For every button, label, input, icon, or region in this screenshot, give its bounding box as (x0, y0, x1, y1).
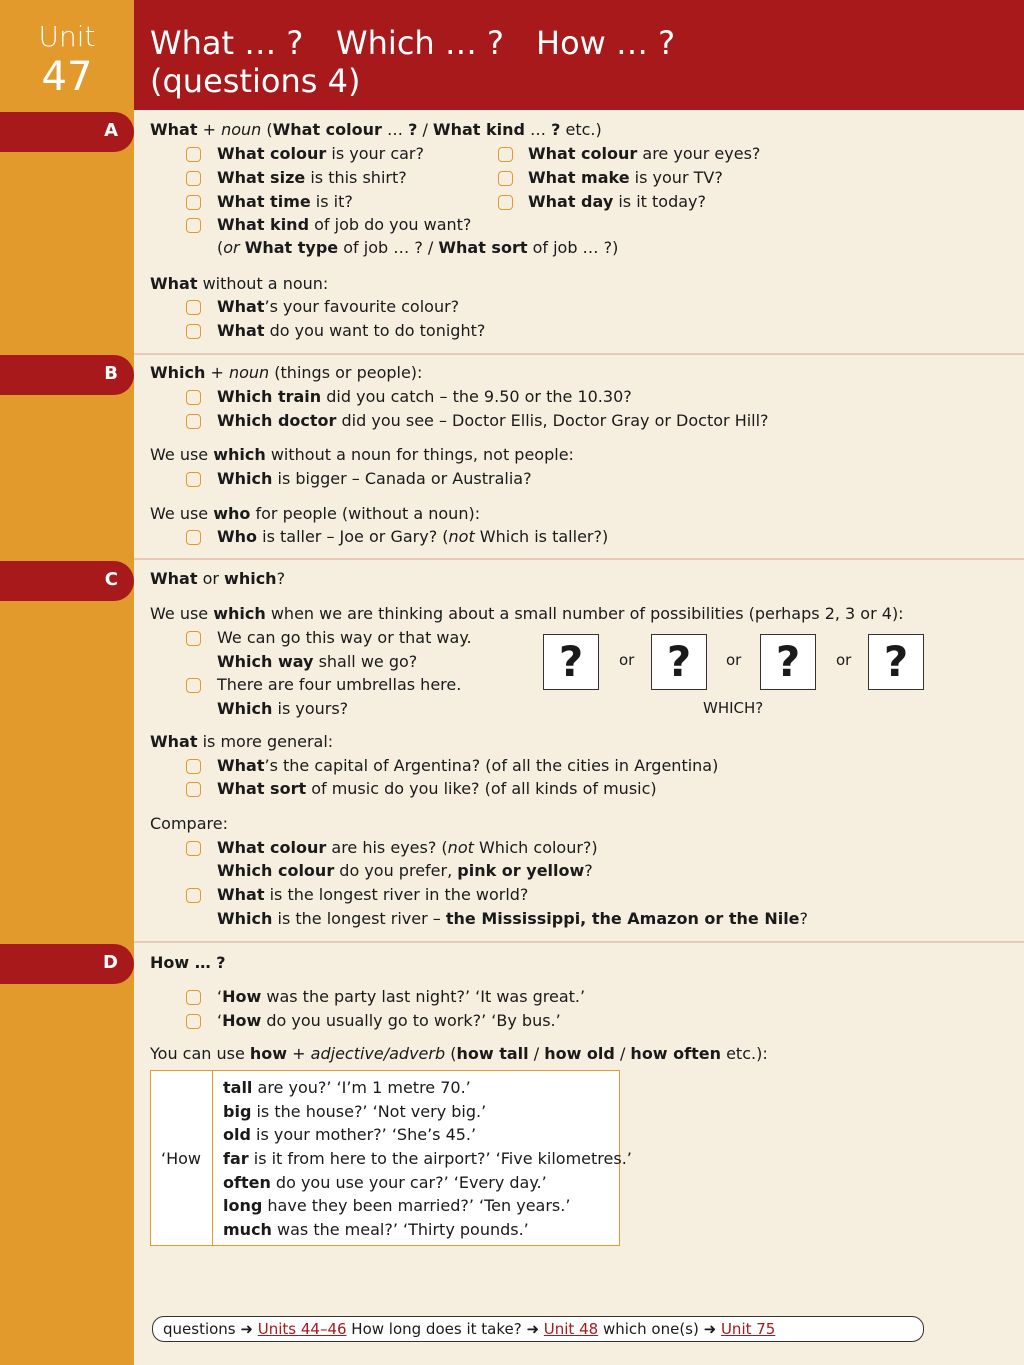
how-word: ‘How (161, 1149, 201, 1168)
section-b-note: We use which without a noun for things, not people: (150, 445, 574, 464)
bullet-icon (186, 631, 201, 646)
table-row: often do you use your car?’ ‘Every day.’ (223, 1173, 547, 1192)
title-how: How … ? (536, 24, 676, 62)
section-b-note: We use who for people (without a noun): (150, 504, 481, 523)
section-tab-c (0, 561, 134, 601)
which-caption: WHICH? (703, 699, 764, 717)
section-letter: B (104, 363, 118, 384)
section-letter: A (104, 120, 118, 141)
bullet-icon (186, 147, 201, 162)
section-a-intro: What + noun (What colour … ? / What kind … ? etc.) (150, 120, 602, 139)
title-what: What … ? (150, 24, 304, 62)
example-line: ‘How do you usually go to work?’ ‘By bus.’ (217, 1011, 561, 1030)
example-line: What kind of job do you want? (217, 215, 472, 234)
section-c-intro: What or which? (150, 569, 286, 588)
example-line: What sort of music do you like? (of all kinds of music) (217, 779, 657, 798)
question-mark-icon: ? (651, 634, 707, 690)
example-line: We can go this way or that way. (217, 628, 472, 647)
unit-word: Unit (38, 20, 96, 53)
or-label: or (726, 651, 742, 669)
footer-text: questions ➜ (163, 1320, 258, 1338)
unit-number: 47 (41, 54, 93, 100)
title-which: Which … ? (336, 24, 505, 62)
bullet-icon (498, 147, 513, 162)
title-sub: (questions 4) (150, 62, 361, 100)
table-row: much was the meal?’ ‘Thirty pounds.’ (223, 1220, 529, 1239)
example-line: What day is it today? (528, 192, 706, 211)
example-line: Which colour do you prefer, pink or yellow? (217, 861, 593, 880)
bullet-icon (186, 678, 201, 693)
section-d-intro: How … ? (150, 953, 226, 972)
section-divider (134, 941, 1024, 943)
section-tab-a (0, 112, 134, 152)
section-divider (134, 558, 1024, 560)
bullet-icon (186, 759, 201, 774)
section-divider (134, 353, 1024, 355)
bullet-icon (186, 195, 201, 210)
how-cell (151, 1071, 213, 1245)
or-label: or (619, 651, 635, 669)
how-examples-table (150, 1070, 632, 1246)
bullet-icon (186, 324, 201, 339)
question-mark-icon: ? (543, 634, 599, 690)
example-line: Which train did you catch – the 9.50 or the 10.30? (217, 387, 632, 406)
bullet-icon (186, 530, 201, 545)
bullet-icon (186, 990, 201, 1005)
table-row: long have they been married?’ ‘Ten years.’ (223, 1196, 571, 1215)
unit-badge (0, 0, 134, 110)
bullet-icon (498, 171, 513, 186)
example-line: There are four umbrellas here. (217, 675, 462, 694)
section-a-subhead: What without a noun: (150, 274, 329, 293)
example-line: What time is it? (217, 192, 353, 211)
bullet-icon (186, 414, 201, 429)
section-letter: C (104, 569, 118, 590)
example-line: What’s your favourite colour? (217, 297, 460, 316)
example-line: What colour are your eyes? (528, 144, 761, 163)
table-row: tall are you?’ ‘I’m 1 metre 70.’ (223, 1078, 471, 1097)
bullet-icon (186, 171, 201, 186)
footer-text: which one(s) ➜ (598, 1320, 721, 1338)
bullet-icon (186, 888, 201, 903)
link-units-44-46[interactable]: Units 44–46 (257, 1320, 347, 1338)
example-line: Who is taller – Joe or Gary? (not Which is taller?) (217, 527, 609, 546)
or-label: or (836, 651, 852, 669)
example-line: What colour is your car? (217, 144, 424, 163)
question-mark-icon: ? (760, 634, 816, 690)
header-bar (134, 0, 1024, 110)
section-d-note: You can use how + adjective/adverb (how tall / how old / how often etc.): (150, 1044, 768, 1063)
section-tab-b (0, 355, 134, 395)
example-line: Which way shall we go? (217, 652, 418, 671)
bullet-icon (186, 300, 201, 315)
link-unit-75[interactable]: Unit 75 (720, 1320, 776, 1338)
example-line: What make is your TV? (528, 168, 723, 187)
bullet-icon (186, 390, 201, 405)
section-tab-d (0, 944, 134, 984)
example-line: Which is the longest river – the Mississippi, the Amazon or the Nile? (217, 909, 809, 928)
footer-text: How long does it take? ➜ (346, 1320, 544, 1338)
section-b-intro: Which + noun (things or people): (150, 363, 423, 382)
sidebar (0, 0, 134, 1365)
example-line: What size is this shirt? (217, 168, 407, 187)
section-letter: D (103, 952, 118, 973)
example-line: Which is bigger – Canada or Australia? (217, 469, 532, 488)
table-row: old is your mother?’ ‘She’s 45.’ (223, 1125, 477, 1144)
example-line: What colour are his eyes? (not Which colour?) (217, 838, 598, 857)
example-line: ‘How was the party last night?’ ‘It was great.’ (217, 987, 586, 1006)
table-row: big is the house?’ ‘Not very big.’ (223, 1102, 487, 1121)
bullet-icon (186, 782, 201, 797)
section-c-note: We use which when we are thinking about a small number of possibilities (perhaps 2, 3 or 4): (150, 604, 904, 623)
example-note: (or What type of job … ? / What sort of job … ?) (217, 238, 619, 257)
bullet-icon (498, 195, 513, 210)
example-line: What is the longest river in the world? (217, 885, 529, 904)
bullet-icon (186, 472, 201, 487)
bullet-icon (186, 841, 201, 856)
table-row: far is it from here to the airport?’ ‘Five kilometres.’ (223, 1149, 632, 1168)
example-line: Which doctor did you see – Doctor Ellis, Doctor Gray or Doctor Hill? (217, 411, 769, 430)
cross-reference-bar (152, 1316, 924, 1342)
section-c-subhead: What is more general: (150, 732, 334, 751)
link-unit-48[interactable]: Unit 48 (543, 1320, 599, 1338)
bullet-icon (186, 1014, 201, 1029)
example-line: Which is yours? (217, 699, 349, 718)
bullet-icon (186, 218, 201, 233)
example-line: What do you want to do tonight? (217, 321, 486, 340)
question-mark-icon: ? (868, 634, 924, 690)
compare-label: Compare: (150, 814, 228, 833)
example-line: What’s the capital of Argentina? (of all the cities in Argentina) (217, 756, 719, 775)
